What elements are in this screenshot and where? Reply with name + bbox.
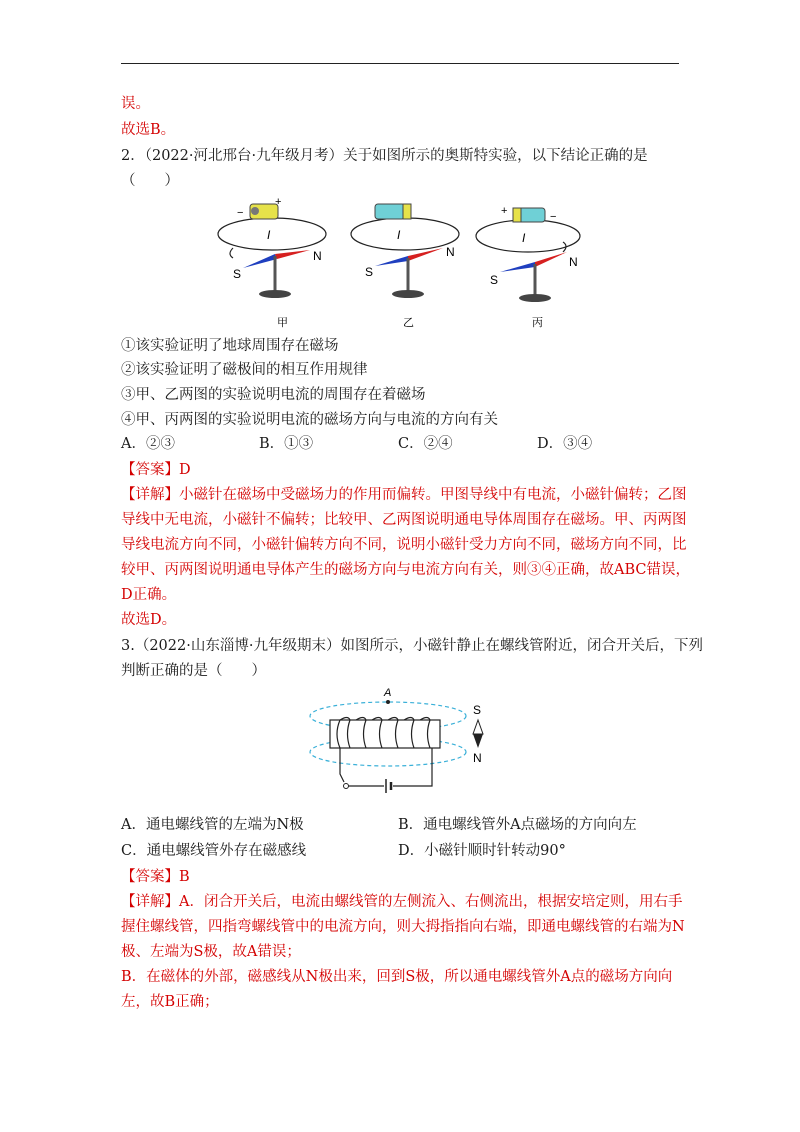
plus-label: + bbox=[501, 205, 508, 217]
caption-bing: 丙 bbox=[532, 317, 543, 329]
q3-option-d: D．小磁针顺时针转动90° bbox=[398, 843, 566, 859]
needle-blue bbox=[375, 256, 408, 266]
solenoid-figure bbox=[300, 684, 510, 804]
q2-statement-3: ③甲、乙两图的实验说明电流的周围存在着磁场 bbox=[121, 387, 426, 403]
needle-red bbox=[535, 252, 567, 267]
current-label: I bbox=[397, 228, 401, 242]
oersted-setup-yi bbox=[351, 204, 459, 298]
q2-option-c: C．②④ bbox=[398, 436, 453, 452]
q2-choose: 故选D。 bbox=[121, 612, 177, 628]
q3-option-c: C．通电螺线管外存在磁感线 bbox=[121, 843, 307, 859]
q2-detail-line: 较甲、丙两图说明通电导体产生的磁场方向与电流方向有关，则③④正确，故ABC错误， bbox=[121, 562, 690, 578]
q2-stem: 2．（2022·河北邢台·九年级月考）关于如图所示的奥斯特实验，以下结论正确的是 bbox=[121, 148, 648, 164]
q2-statement-1: ①该实验证明了地球周围存在磁场 bbox=[121, 338, 339, 354]
q2-answer: 【答案】D bbox=[121, 462, 191, 478]
needle-red bbox=[275, 250, 310, 259]
caption-yi: 乙 bbox=[403, 317, 414, 329]
needle-s-label: S bbox=[365, 265, 374, 279]
minus-label: − bbox=[550, 211, 557, 223]
q3-detail-line: 极、左端为S极，故A错误； bbox=[121, 944, 301, 960]
q3-option-a: A．通电螺线管的左端为N极 bbox=[121, 817, 304, 833]
minus-label: − bbox=[237, 207, 244, 219]
solenoid-core bbox=[330, 720, 440, 748]
needle-s-label: S bbox=[233, 267, 242, 281]
q3-detail-line: 【详解】A．闭合开关后，电流由螺线管的左侧流入、右侧流出，根据安培定则，用右手 bbox=[121, 894, 683, 910]
q3-detail-line: 握住螺线管，四指弯螺线管中的电流方向，则大拇指指向右端，即通电螺线管的右端为N bbox=[121, 919, 685, 935]
oersted-setup-jia bbox=[218, 196, 326, 298]
q2-option-a: A．②③ bbox=[121, 436, 175, 452]
prev-explanation-tail: 误。 bbox=[121, 96, 150, 112]
plus-label: + bbox=[275, 196, 282, 208]
q2-stem-blank: （ ） bbox=[121, 173, 179, 189]
q2-statement-4: ④甲、丙两图的实验说明电流的磁场方向与电流的方向有关 bbox=[121, 412, 498, 428]
q3-detail-line: B．在磁体的外部，磁感线从N极出来，回到S极，所以通电螺线管外A点的磁场方向向 bbox=[121, 969, 673, 985]
q3-option-b: B．通电螺线管外A点磁场的方向向左 bbox=[398, 817, 637, 833]
needle-s-label: S bbox=[490, 273, 499, 287]
needle-n-label: N bbox=[473, 751, 482, 765]
needle-blue bbox=[243, 254, 277, 268]
q3-answer: 【答案】B bbox=[121, 869, 190, 885]
needle-n-label: N bbox=[446, 245, 455, 259]
point-a-marker bbox=[386, 700, 390, 704]
q2-option-b: B．①③ bbox=[259, 436, 314, 452]
caption-jia: 甲 bbox=[277, 317, 288, 329]
current-label: I bbox=[522, 231, 526, 245]
q3-stem-cont: 判断正确的是（ ） bbox=[121, 663, 266, 679]
oersted-setup-bing bbox=[476, 205, 580, 302]
needle-s-label: S bbox=[473, 703, 482, 717]
battery-icon bbox=[375, 204, 405, 219]
needle-s-half bbox=[473, 720, 483, 734]
needle-n-half bbox=[473, 734, 483, 748]
needle-n-label: N bbox=[313, 249, 322, 263]
q3-stem: 3.（2022·山东淄博·九年级期末）如图所示，小磁针静止在螺线管附近，闭合开关后，下列 bbox=[121, 638, 703, 654]
q2-option-d: D．③④ bbox=[537, 436, 593, 452]
q2-statement-2: ②该实验证明了磁极间的相互作用规律 bbox=[121, 362, 368, 378]
q2-detail-line: 【详解】小磁针在磁场中受磁场力的作用而偏转。甲图导线中有电流，小磁针偏转；乙图 bbox=[121, 487, 687, 503]
header-rule bbox=[121, 63, 679, 64]
prev-choose: 故选B。 bbox=[121, 122, 176, 138]
oersted-figure bbox=[215, 196, 585, 336]
q2-detail-line: D正确。 bbox=[121, 587, 177, 603]
point-a-label: A bbox=[384, 687, 392, 699]
q2-detail-line: 导线中无电流，小磁针不偏转；比较甲、乙两图说明通电导体周围存在磁场。甲、丙两图 bbox=[121, 512, 687, 528]
current-label: I bbox=[267, 228, 271, 242]
q2-detail-line: 导线电流方向不同，小磁针偏转方向不同，说明小磁针受力方向不同，磁场方向不同，比 bbox=[121, 537, 687, 553]
needle-blue bbox=[500, 262, 535, 272]
needle-n-label: N bbox=[569, 255, 578, 269]
q3-detail-line: 左，故B正确； bbox=[121, 994, 219, 1010]
